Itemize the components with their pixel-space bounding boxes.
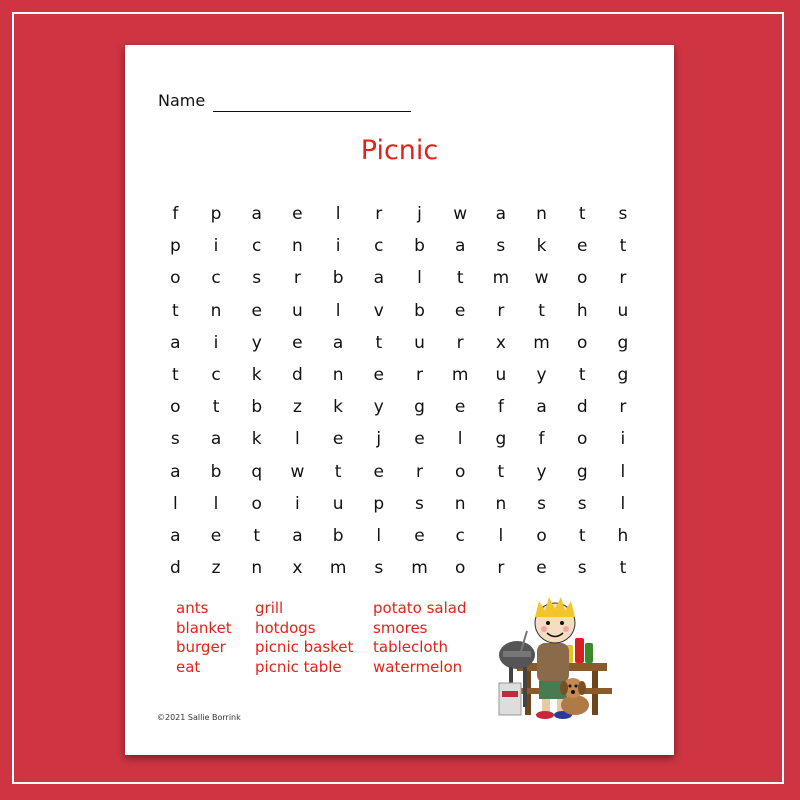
grid-letter: c bbox=[455, 525, 465, 546]
grid-letter: f bbox=[497, 397, 504, 418]
grid-letter: l bbox=[457, 429, 463, 450]
grid-letter: b bbox=[414, 300, 425, 321]
grid-letter: t bbox=[375, 332, 383, 353]
grid-letter: e bbox=[414, 525, 425, 546]
grid-letter: i bbox=[620, 429, 626, 450]
grid-letter: y bbox=[373, 397, 384, 418]
grid-letter: d bbox=[576, 397, 588, 418]
grid-letter: m bbox=[451, 364, 469, 385]
grid-letter: u bbox=[414, 332, 425, 353]
grid-letter: y bbox=[536, 461, 547, 482]
grid-letter: o bbox=[577, 268, 588, 289]
grid-letter: a bbox=[170, 525, 181, 546]
grid-letter: y bbox=[251, 332, 262, 353]
grid-letter: f bbox=[172, 204, 179, 224]
grid-letter: u bbox=[332, 493, 344, 514]
grid-letter: z bbox=[211, 558, 221, 579]
grid-letter: e bbox=[251, 300, 262, 321]
copyright-notice: ©2021 Sallie Borrink bbox=[157, 713, 241, 722]
grid-letter: x bbox=[292, 558, 303, 579]
grid-letter: p bbox=[210, 204, 222, 224]
word-item: eat bbox=[176, 657, 201, 676]
grid-letter: r bbox=[619, 268, 627, 289]
grid-letter: b bbox=[251, 397, 263, 418]
grid-letter: i bbox=[213, 236, 219, 257]
grid-letter: v bbox=[373, 300, 384, 321]
grid-letter: t bbox=[578, 364, 586, 385]
grid-letter: k bbox=[333, 397, 344, 418]
grid-letter: z bbox=[292, 397, 302, 418]
grid-letter: e bbox=[536, 558, 547, 579]
grid-letter: s bbox=[618, 204, 628, 224]
boy-grilling-with-dog-icon bbox=[497, 593, 612, 721]
grid-letter: r bbox=[456, 332, 464, 353]
grid-letter: e bbox=[332, 429, 344, 450]
grid-letter: e bbox=[373, 364, 385, 385]
grid-letter: l bbox=[295, 429, 300, 450]
grid-letter: a bbox=[332, 332, 344, 353]
word-item: hotdogs bbox=[255, 618, 316, 637]
grid-letter: w bbox=[290, 461, 305, 482]
word-item: smores bbox=[373, 618, 428, 637]
grid-letter: n bbox=[454, 493, 466, 514]
grid-letter: s bbox=[415, 493, 424, 514]
grid-letter: n bbox=[536, 204, 547, 224]
grid-letter: e bbox=[292, 204, 303, 224]
grid-letter: r bbox=[293, 268, 301, 289]
word-item: grill bbox=[255, 599, 284, 617]
grid-letter: o bbox=[454, 461, 466, 482]
name-blank-line bbox=[213, 111, 411, 112]
grid-letter: l bbox=[172, 493, 178, 514]
word-item: ants bbox=[176, 599, 209, 617]
grid-letter: a bbox=[454, 236, 466, 257]
grid-letter: r bbox=[497, 558, 505, 579]
grid-letter: a bbox=[170, 461, 181, 482]
grid-letter: s bbox=[537, 493, 546, 514]
grid-letter: l bbox=[335, 300, 341, 321]
grid-letter: w bbox=[453, 204, 468, 224]
grid-letter: u bbox=[617, 300, 629, 321]
worksheet-page bbox=[125, 45, 674, 755]
grid-letter: n bbox=[495, 493, 507, 514]
grid-letter: c bbox=[211, 268, 221, 289]
grid-letter: a bbox=[251, 204, 262, 224]
grid-letter: b bbox=[332, 525, 344, 546]
grid-letter: o bbox=[536, 525, 547, 546]
grid-letter: j bbox=[376, 429, 382, 450]
grid-letter: t bbox=[497, 461, 505, 482]
grid-letter: r bbox=[619, 397, 627, 418]
page-title bbox=[125, 135, 674, 166]
grid-letter: t bbox=[578, 204, 586, 224]
grid-letter: a bbox=[536, 397, 547, 418]
title-text: Picnic bbox=[360, 135, 439, 166]
word-column-2 bbox=[255, 599, 353, 677]
grid-letter: k bbox=[251, 429, 262, 450]
grid-letter: o bbox=[454, 558, 466, 579]
word-item: potato salad bbox=[373, 599, 467, 617]
grid-letter: i bbox=[295, 493, 300, 514]
grid-letter: s bbox=[577, 558, 587, 579]
grid-letter: c bbox=[374, 236, 384, 257]
grid-letter: g bbox=[617, 332, 629, 353]
letter-grid bbox=[155, 198, 643, 584]
grid-letter: h bbox=[617, 525, 629, 546]
grid-letter: s bbox=[374, 558, 384, 579]
grid-letter: l bbox=[620, 493, 626, 514]
grid-letter: m bbox=[411, 558, 428, 579]
word-item: watermelon bbox=[373, 657, 463, 676]
grid-letter: r bbox=[415, 364, 423, 385]
grid-letter: r bbox=[497, 300, 505, 321]
grid-letter: a bbox=[292, 525, 303, 546]
grid-letter: e bbox=[373, 461, 385, 482]
grid-letter: l bbox=[417, 268, 422, 289]
grid-letter: j bbox=[417, 204, 422, 224]
grid-letter: t bbox=[253, 525, 261, 546]
grid-letter: s bbox=[496, 236, 506, 257]
grid-letter: x bbox=[495, 332, 506, 353]
grid-letter: t bbox=[212, 397, 220, 418]
grid-letter: g bbox=[495, 429, 507, 450]
grid-letter: u bbox=[495, 364, 507, 385]
grid-letter: k bbox=[251, 364, 262, 385]
grid-letter: t bbox=[334, 461, 342, 482]
grid-letter: e bbox=[454, 300, 466, 321]
word-item: picnic table bbox=[255, 657, 342, 676]
grid-letter: p bbox=[169, 236, 181, 257]
word-item: burger bbox=[176, 638, 226, 657]
grid-letter: d bbox=[292, 364, 303, 385]
word-item: blanket bbox=[176, 618, 232, 637]
grid-letter: g bbox=[617, 364, 629, 385]
grid-letter: s bbox=[577, 493, 587, 514]
word-item: picnic basket bbox=[255, 638, 354, 657]
grid-letter: o bbox=[170, 268, 181, 289]
grid-letter: o bbox=[251, 493, 262, 514]
grid-letter: d bbox=[169, 558, 181, 579]
grid-letter: r bbox=[375, 204, 383, 224]
name-label: Name bbox=[158, 91, 206, 110]
grid-letter: g bbox=[414, 397, 425, 418]
grid-letter: l bbox=[498, 525, 504, 546]
grid-letter: e bbox=[454, 397, 466, 418]
grid-letter: t bbox=[619, 236, 627, 257]
grid-letter: h bbox=[576, 300, 588, 321]
grid-letter: l bbox=[213, 493, 219, 514]
grid-letter: s bbox=[170, 429, 180, 450]
grid-letter: c bbox=[252, 236, 262, 257]
grid-letter: w bbox=[534, 268, 549, 289]
grid-letter: t bbox=[619, 558, 627, 579]
grid-letter: o bbox=[170, 397, 181, 418]
grid-letter: n bbox=[292, 236, 303, 257]
grid-letter: t bbox=[172, 364, 179, 385]
grid-letter: k bbox=[536, 236, 547, 257]
grid-letter: o bbox=[577, 429, 588, 450]
word-column-3 bbox=[373, 599, 467, 677]
grid-letter: l bbox=[335, 204, 341, 224]
grid-letter: b bbox=[210, 461, 222, 482]
grid-letter: g bbox=[576, 461, 588, 482]
word-item: tablecloth bbox=[373, 638, 448, 657]
grid-letter: n bbox=[251, 558, 263, 579]
grid-letter: p bbox=[373, 493, 385, 514]
word-column-1 bbox=[176, 599, 232, 677]
grid-letter: f bbox=[538, 429, 545, 450]
grid-letter: m bbox=[492, 268, 510, 289]
grid-letter: t bbox=[456, 268, 464, 289]
grid-letter: s bbox=[252, 268, 262, 289]
grid-letter: n bbox=[332, 364, 344, 385]
grid-letter: a bbox=[373, 268, 384, 289]
grid-letter: t bbox=[578, 525, 586, 546]
grid-letter: e bbox=[576, 236, 588, 257]
grid-letter: o bbox=[577, 332, 588, 353]
grid-letter: b bbox=[332, 268, 344, 289]
grid-letter: y bbox=[536, 364, 547, 385]
grid-letter: l bbox=[376, 525, 382, 546]
grid-letter: q bbox=[251, 461, 263, 482]
grid-letter: u bbox=[292, 300, 303, 321]
grid-letter: r bbox=[415, 461, 423, 482]
grid-letter: c bbox=[211, 364, 221, 385]
grid-letter: e bbox=[210, 525, 222, 546]
grid-letter: t bbox=[172, 300, 179, 321]
grid-letter: e bbox=[292, 332, 303, 353]
grid-letter: i bbox=[335, 236, 341, 257]
grid-letter: m bbox=[329, 558, 347, 579]
grid-letter: a bbox=[170, 332, 181, 353]
grid-letter: e bbox=[414, 429, 425, 450]
grid-letter: b bbox=[414, 236, 425, 257]
grid-letter: a bbox=[495, 204, 507, 224]
grid-letter: m bbox=[533, 332, 550, 353]
grid-letter: a bbox=[210, 429, 222, 450]
grid-letter: l bbox=[620, 461, 626, 482]
grid-letter: i bbox=[213, 332, 219, 353]
grid-letter: t bbox=[538, 300, 545, 321]
grid-letter: n bbox=[210, 300, 222, 321]
